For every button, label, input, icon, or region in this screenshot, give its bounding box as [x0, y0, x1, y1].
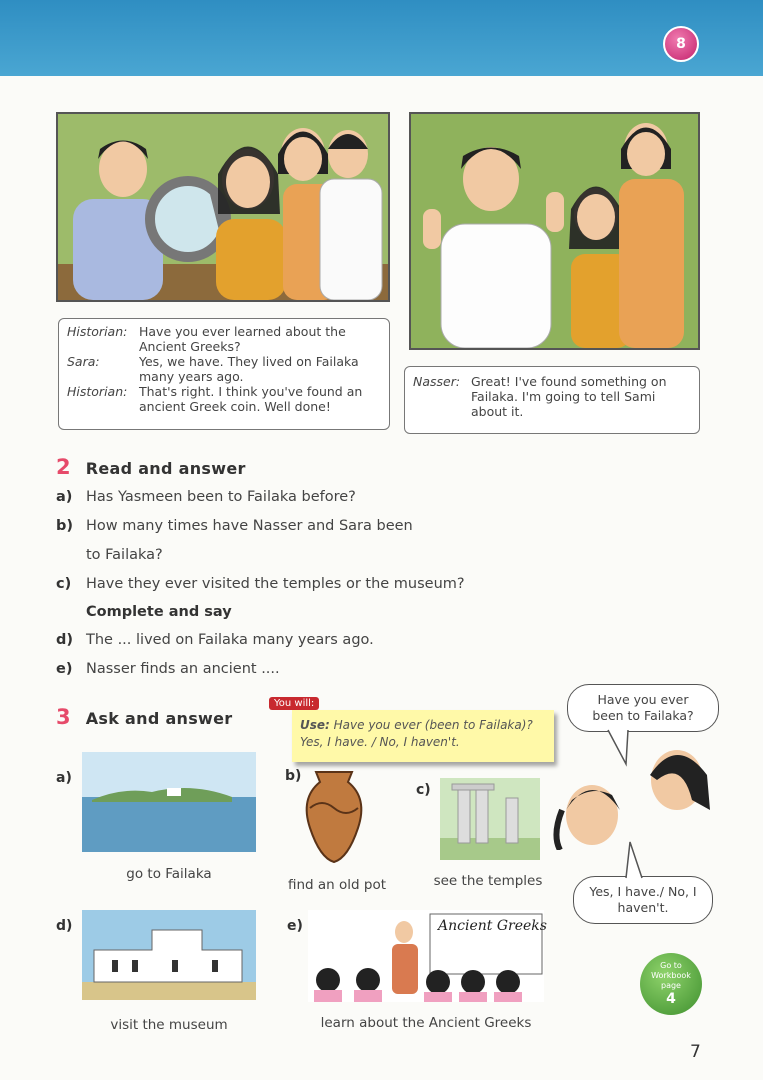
- item-b-label: b): [285, 768, 302, 784]
- section-2-heading: [56, 455, 246, 479]
- item-d-label: d): [56, 918, 73, 934]
- board-text: Ancient Greeks: [438, 918, 547, 934]
- dialog-line: [413, 374, 691, 419]
- item-c-label: c): [416, 782, 431, 798]
- use-label: Use:: [300, 718, 330, 732]
- dialog-text: That's right. I think you've found an ancient Greek coin. Well done!: [139, 384, 363, 414]
- comic-panel-nasser: [409, 112, 700, 350]
- dialog-box-historian: [58, 318, 390, 430]
- speaker-label: Sara:: [67, 354, 100, 369]
- use-answer-text: Yes, I have. / No, I haven't.: [300, 735, 460, 749]
- section-number: 3: [56, 705, 71, 729]
- dialog-box-nasser: [404, 366, 700, 434]
- failaka-island-illustration: [82, 752, 256, 852]
- section-title: Read and answer: [85, 459, 246, 478]
- old-pot-icon: [298, 768, 370, 864]
- section-title: Ask and answer: [85, 709, 233, 728]
- dialog-line: [67, 324, 381, 354]
- you-will-tag: You will:: [269, 697, 319, 710]
- question-c: c) Have they ever visited the temples or the museum?: [56, 576, 465, 592]
- temples-illustration: [440, 778, 540, 860]
- speaker-label: Nasser:: [413, 374, 461, 389]
- children-talking-illustration: [552, 740, 712, 850]
- museum-illustration: [82, 910, 256, 1000]
- item-a-label: a): [56, 770, 72, 786]
- dialog-text: Have you ever learned about the Ancient Greeks?: [139, 324, 346, 354]
- language-use-box: [292, 710, 554, 762]
- unit-number-badge: 8: [663, 26, 699, 62]
- question-d: d) The ... lived on Failaka many years ago.: [56, 632, 374, 648]
- dialog-text: Yes, we have. They lived on Failaka many years ago.: [139, 354, 359, 384]
- complete-and-say-heading: Complete and say: [86, 604, 232, 620]
- speech-bubble-question: Have you ever been to Failaka?: [567, 684, 719, 732]
- header-bar: [0, 0, 763, 76]
- item-b-caption: find an old pot: [287, 877, 387, 893]
- comic-panel-historian: [56, 112, 390, 302]
- item-a-caption: go to Failaka: [126, 866, 212, 882]
- item-c-caption: see the temples: [433, 873, 543, 889]
- historian-scene-illustration: [58, 114, 388, 300]
- dialog-line: [67, 354, 381, 384]
- speech-bubble-answer: Yes, I have./ No, I haven't.: [573, 876, 713, 924]
- section-number: 2: [56, 455, 71, 479]
- item-e-caption: learn about the Ancient Greeks: [320, 1015, 532, 1031]
- speaker-label: Historian:: [67, 384, 128, 399]
- question-e: e) Nasser finds an ancient ....: [56, 661, 280, 677]
- dialog-text: Great! I've found something on Failaka. I'm going to tell Sami about it.: [471, 374, 667, 419]
- item-e-label: e): [287, 918, 303, 934]
- question-b: b) How many times have Nasser and Sara been: [56, 518, 413, 534]
- page-number: 7: [690, 1042, 701, 1062]
- use-text: Have you ever (been to Failaka)?: [333, 718, 533, 732]
- section-3-heading: [56, 705, 232, 729]
- dialog-line: [67, 384, 381, 414]
- nasser-scene-illustration: [411, 114, 698, 348]
- question-a: a) Has Yasmeen been to Failaka before?: [56, 489, 356, 505]
- item-d-caption: visit the museum: [110, 1017, 228, 1033]
- question-b-continued: to Failaka?: [86, 547, 163, 563]
- workbook-badge: Go to Workbook page 4: [640, 953, 702, 1015]
- speaker-label: Historian:: [67, 324, 128, 339]
